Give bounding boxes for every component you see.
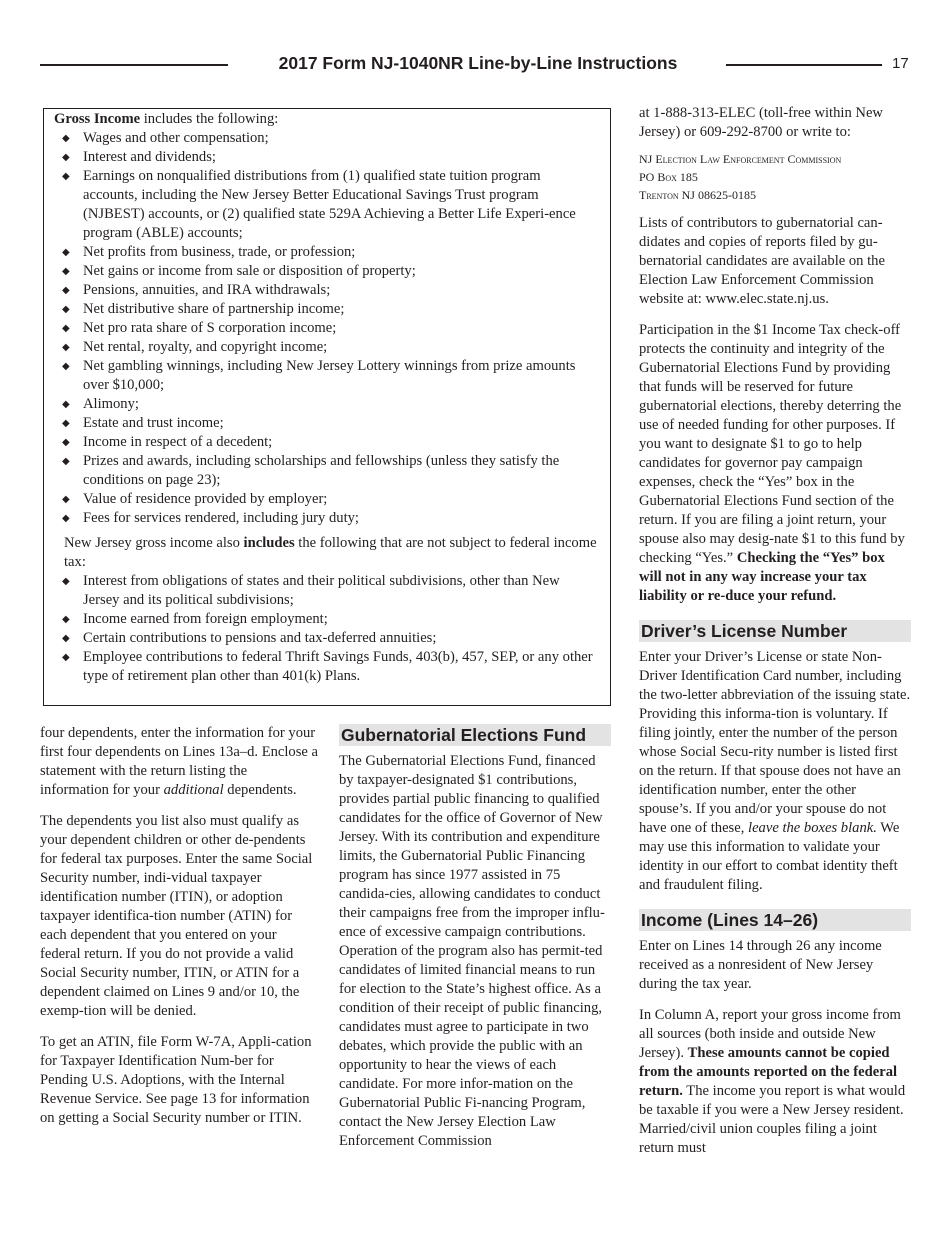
- diamond-bullet-icon: ◆: [62, 456, 70, 467]
- diamond-bullet-icon: ◆: [62, 633, 70, 644]
- gubernatorial-paragraph: The Gubernatorial Elections Fund, financed by taxpayer-designated $1 contributions, provides partial public financing to qualified candidates for the office of Governor of New Jersey. With its contribution and expenditure limits, the Gubernatorial Public Financing program has since 1977 assisted in 75 candida-cies, allowing candidates to conduct their campaigns free from the improper influ-ence of excessive campaign contributions. Operation of the program also has permit-ted candidates of limited financial means to run for election to the State’s highest office. As a condition of their receipt of public financing, candidates must agree to participate in two debates, which provide the public with an opportunity to hear the views of each candidate. For more infor-mation on the Gubernatorial Public Fi-nancing Program, contact the New Jersey Election Law Enforcement Commission: [339, 753, 605, 1149]
- list-item: ◆ Income in respect of a decedent;: [62, 434, 273, 450]
- section-heading-drivers-license: Driver’s License Number: [639, 620, 911, 642]
- list-item: ◆ Net gambling winnings, including New Jersey Lottery winnings from prize amounts over $10,000;: [62, 358, 576, 393]
- list-item: ◆ Earnings on nonqualified distributions from (1) qualified state tuition program accounts, including the New Jersey Better Educational Savings Trust program (NJBEST) accounts, or (2) qualified state 529A Achieving a Better Life Experi-ence program (ABLE) accounts;: [62, 168, 576, 241]
- column-a-paragraph: In Column A, report your gross income from all sources (both inside and outside New Jersey). These amounts cannot be copied from the amounts reported on the federal return. The income you report is what would be taxable if you were a New Jersey resident. Married/civil union couples filing a joint return must: [639, 1007, 906, 1156]
- elec-contact-paragraph: at 1-888-313-ELEC (toll-free within New Jersey) or 609-292-8700 or write to:: [639, 105, 883, 140]
- header-rule-right: [726, 64, 882, 66]
- gross-income-intro: Gross Income includes the following:: [54, 111, 279, 127]
- list-item: ◆ Net pro rata share of S corporation income;: [62, 320, 337, 336]
- list-item: ◆ Net distributive share of partnership income;: [62, 301, 345, 317]
- diamond-bullet-icon: ◆: [62, 247, 70, 258]
- diamond-bullet-icon: ◆: [62, 418, 70, 429]
- gross-income-list: [54, 129, 598, 528]
- diamond-bullet-icon: ◆: [62, 342, 70, 353]
- diamond-bullet-icon: ◆: [62, 152, 70, 163]
- income-lines-paragraph: Enter on Lines 14 through 26 any income received as a nonresident of New Jersey during the tax year.: [639, 938, 882, 992]
- list-item: ◆ Net gains or income from sale or disposition of property;: [62, 263, 416, 279]
- diamond-bullet-icon: ◆: [62, 576, 70, 587]
- diamond-bullet-icon: ◆: [62, 494, 70, 505]
- dependents-qualify-paragraph: The dependents you list also must qualify as your dependent children or other de-pendents for federal tax purposes. Enter the same Social Security number, indi-vidual taxpayer identification number (ITIN), or adoption taxpayer identifica-tion number (ATIN) for each dependent that you entered on your federal return. If you do not provide a valid Social Security number, ITIN, or ATIN for a dependent claimed on Lines 9 and/or 10, the exemp-tion will be denied.: [40, 813, 313, 1019]
- list-item: ◆ Income earned from foreign employment;: [62, 611, 328, 627]
- column-2: [339, 724, 611, 1163]
- list-item: ◆ Net rental, royalty, and copyright income;: [62, 339, 328, 355]
- header-rule-left: [40, 64, 228, 66]
- column-3: [639, 104, 911, 1170]
- list-item: ◆ Net profits from business, trade, or profession;: [62, 244, 356, 260]
- drivers-license-paragraph: Enter your Driver’s License or state Non-Driver Identification Card number, including the two-letter abbreviation of the issuing state. Providing this informa-tion is voluntary. If filing jointly, enter the number of the person whose Social Secu-rity number is listed first on the return. If that spouse does not have an identification number, enter the other spouse’s. If you and/or your spouse do not have one of these, leave the boxes blank. We may use this information to validate your identity in our effort to combat identity theft and fraudulent filing.: [639, 649, 911, 893]
- list-item: ◆ Employee contributions to federal Thrift Savings Funds, 403(b), 457, SEP, or any other type of retirement plan other than 401(k) Plans.: [62, 649, 593, 684]
- list-item: ◆ Wages and other compensation;: [62, 130, 269, 146]
- page-number: 17: [892, 55, 909, 72]
- diamond-bullet-icon: ◆: [62, 323, 70, 334]
- page-title: 2017 Form NJ-1040NR Line-by-Line Instructions: [278, 53, 678, 73]
- list-item: ◆ Estate and trust income;: [62, 415, 224, 431]
- list-item: ◆ Pensions, annuities, and IRA withdrawals;: [62, 282, 331, 298]
- contributors-paragraph: Lists of contributors to gubernatorial can-didates and copies of reports filed by gu-bernatorial candidates are available on the Election Law Enforcement Commission website at: www.elec.state.nj.us.: [639, 215, 885, 307]
- atin-paragraph: To get an ATIN, file Form W-7A, Appli-cation for Taxpayer Identification Num-ber for Pending U.S. Adoptions, with the Internal Revenue Service. See page 13 for information on getting a Social Security number or ITIN.: [40, 1034, 312, 1126]
- diamond-bullet-icon: ◆: [62, 361, 70, 372]
- list-item: ◆ Fees for services rendered, including jury duty;: [62, 510, 359, 526]
- diamond-bullet-icon: ◆: [62, 652, 70, 663]
- elec-address: NJ Election Law Enforcement Commission PO Box 185 Trenton NJ 08625-0185: [639, 152, 842, 202]
- diamond-bullet-icon: ◆: [62, 133, 70, 144]
- diamond-bullet-icon: ◆: [62, 285, 70, 296]
- diamond-bullet-icon: ◆: [62, 304, 70, 315]
- list-item: ◆ Certain contributions to pensions and tax-deferred annuities;: [62, 630, 437, 646]
- section-heading-gubernatorial: Gubernatorial Elections Fund: [339, 724, 611, 746]
- list-item: ◆ Interest and dividends;: [62, 149, 216, 165]
- diamond-bullet-icon: ◆: [62, 437, 70, 448]
- list-item: ◆ Prizes and awards, including scholarships and fellowships (unless they satisfy the conditions on page 23);: [62, 453, 560, 488]
- diamond-bullet-icon: ◆: [62, 513, 70, 524]
- section-heading-income: Income (Lines 14–26): [639, 909, 911, 931]
- gross-income-box: [43, 108, 611, 706]
- gross-income-term: Gross Income: [54, 111, 141, 127]
- gross-income-also-includes: New Jersey gross income also includes the following that are not subject to federal income tax:: [64, 535, 597, 570]
- diamond-bullet-icon: ◆: [62, 266, 70, 277]
- diamond-bullet-icon: ◆: [62, 399, 70, 410]
- column-1: [40, 724, 318, 1140]
- dependents-paragraph: four dependents, enter the information for your first four dependents on Lines 13a–d. Enclose a statement with the return listing the information for your additional dependents.: [40, 725, 319, 798]
- page-header: [40, 52, 910, 80]
- checkoff-paragraph: Participation in the $1 Income Tax check-off protects the continuity and integrity of the Gubernatorial Elections Fund by providing that funds will be reserved for future gubernatorial elections, thereby deterring the use of needed funding for other purposes. If you want to designate $1 to go to help candidates for governor pay campaign expenses, check the “Yes” box in the Gubernatorial Elections Fund section of the return. If you are filing a joint return, your spouse also may desig-nate $1 to this fund by checking “Yes.” Checking the “Yes” box will not in any way increase your tax liability or re-duce your refund.: [639, 322, 905, 604]
- list-item: ◆ Value of residence provided by employer;: [62, 491, 328, 507]
- nonfederal-income-list: [54, 572, 598, 686]
- diamond-bullet-icon: ◆: [62, 614, 70, 625]
- list-item: ◆ Interest from obligations of states and their political subdivisions, other than New Jersey and its political subdivisions;: [62, 573, 560, 608]
- list-item: ◆ Alimony;: [62, 396, 139, 412]
- diamond-bullet-icon: ◆: [62, 171, 70, 182]
